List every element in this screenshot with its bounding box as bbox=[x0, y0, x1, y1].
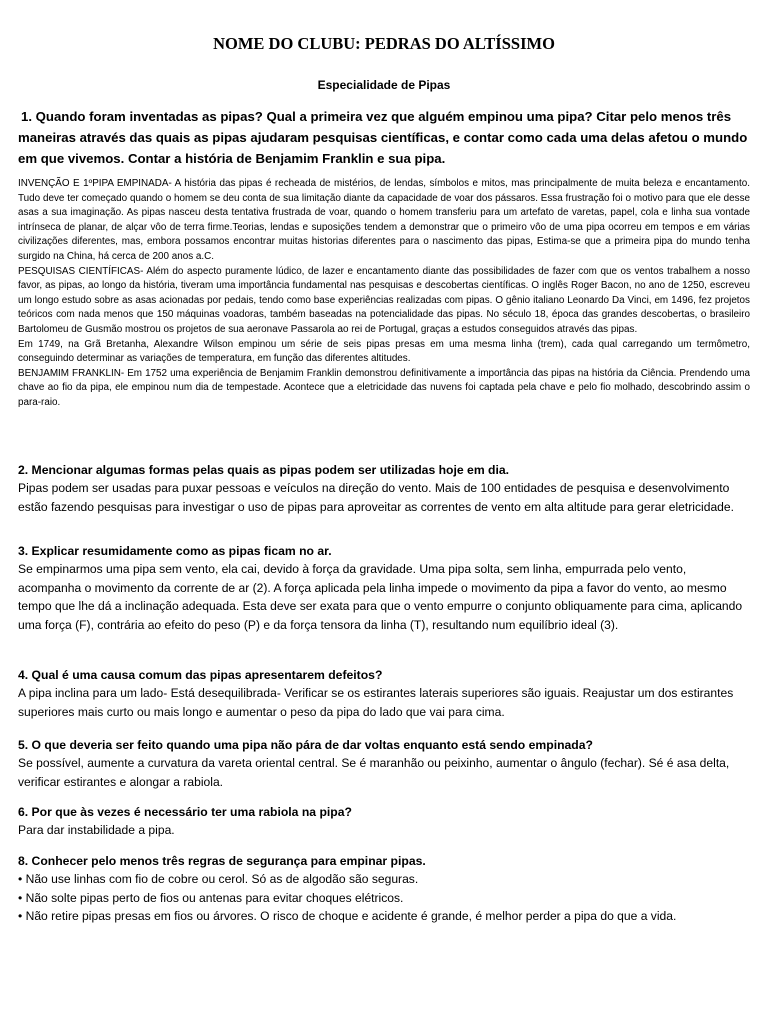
club-title: NOME DO CLUBU: PEDRAS DO ALTÍSSIMO bbox=[213, 34, 555, 53]
safety-rule-item: • Não retire pipas presas em fios ou árvores. O risco de choque e acidente é grande, é melhor perder a pipa do que a vida. bbox=[18, 909, 677, 923]
answer-1 bbox=[18, 177, 750, 411]
section-question-5 bbox=[18, 737, 750, 791]
answer-5: Se possível, aumente a curvatura da vareta oriental central. Se é maranhão ou peixinho, aumentar o ângulo (fechar). Sé é asa delta, verificar estirantes e alongar a rabiola. bbox=[18, 756, 730, 789]
answer-6: Para dar instabilidade a pipa. bbox=[18, 823, 175, 837]
answer-3: Se empinarmos uma pipa sem vento, ela cai, devido à força da gravidade. Uma pipa solta, sem linha, empurrada pelo vento, acompanha o movimento da corrente de ar (2). A força aplicada pela linha impede o movimento da pipa a favor do vento, ao mesmo tempo que lhe dá a inclinação adequada. Esta deve ser exata para que o vento empurre o conjunto obliquamente para cima, aplicando uma força (F), contrária ao efeito do peso (P) e da força tensora da linha (T), resultando num equilíbrio ideal (3). bbox=[18, 562, 743, 632]
answer-1-paragraph-invention: INVENÇÃO E 1ºPIPA EMPINADA- A história das pipas é recheada de mistérios, de lendas, símbolos e mitos, mas principalmente de muita beleza e encantamento. Tudo deve ter começado quando o homem se deu conta de sua limitação diante da capacidade de voar dos pássaros. Essa frustração foi o motivo para que ele desse asas a sua imaginação. As pipas nasceu desta tentativa frustrada de voar, quando o homem transferiu para um artefato de varetas, papel, cola e linha sua vontade intrínseca de planar, de alçar vôo de terra firme.Teorias, lendas e suposições tendem a demonstrar que o primeiro vôo de uma pipa ocorreu em tempos e em várias civilizações diferentes, mas, embora possamos encontrar muitas historias diferentes para o nascimento das pipas, Estima-se que a primeira pipa do mundo tenha surgido na China, há cerca de 200 anos a.C. bbox=[18, 178, 750, 262]
safety-rule-item: • Não solte pipas perto de fios ou antenas para evitar choques elétricos. bbox=[18, 890, 404, 905]
section-question-4 bbox=[18, 667, 750, 721]
answer-1-paragraph-franklin: BENJAMIM FRANKLIN- Em 1752 uma experiência de Benjamim Franklin demonstrou definitivamente a importância das pipas na história da Ciência. Prendendo uma chave ao fio da pipa, ele empinou num dia de tempestade. Acontece que a eletricidade das nuvens foi captada pela chave e pelo fio molhado, descobrindo assim o para-raio. bbox=[18, 367, 750, 408]
question-2: 2. Mencionar algumas formas pelas quais as pipas podem ser utilizadas hoje em dia. bbox=[18, 463, 510, 477]
section-question-2 bbox=[18, 462, 750, 516]
question-4: 4. Qual é uma causa comum das pipas apresentarem defeitos? bbox=[18, 668, 383, 682]
answer-1-paragraph-research: PESQUISAS CIENTÍFICAS- Além do aspecto puramente lúdico, de lazer e encantamento diante das possibilidades de fazer com que os ventos trabalhem a nosso favor, as pipas, ao longo da história, tiveram uma importância fundamental nas pesquisas e descobertas científicas. O inglês Roger Bacon, no ano de 1250, escreveu um longo estudo sobre as asas acionadas por pedais, tendo como base experiências realizadas com pipas. O gênio italiano Leonardo Da Vinci, em 1496, fez projetos teóricos com nada menos que 150 máquinas voadoras, também baseadas na potencialidade das pipas. No século 18, época das grandes descobertas, o brasileiro Bartolomeu de Gusmão mostrou os projetos de sua aeronave Passarola ao rei de Portugal, graças a estudos conseguidos através das pipas. bbox=[18, 265, 750, 335]
answer-1-paragraph-wilson: Em 1749, na Grã Bretanha, Alexandre Wilson empinou um série de seis pipas presas em uma mesma linha (trem), cada qual carregando um termômetro, conseguindo determinar as variações de temperatura, em função das diferentes altitudes. bbox=[18, 338, 750, 365]
question-8: 8. Conhecer pelo menos três regras de segurança para empinar pipas. bbox=[18, 854, 426, 868]
section-question-3 bbox=[18, 543, 750, 634]
answer-4: A pipa inclina para um lado- Está desequilibrada- Verificar se os estirantes laterais superiores são iguais. Reajustar um dos estirantes superiores mais curto ou mais longo e aumentar o peso da pipa do lado que vai para cima. bbox=[18, 686, 734, 719]
question-5: 5. O que deveria ser feito quando uma pipa não pára de dar voltas enquanto está sendo empinada? bbox=[18, 738, 593, 752]
question-6: 6. Por que às vezes é necessário ter uma rabiola na pipa? bbox=[18, 805, 352, 819]
question-3: 3. Explicar resumidamente como as pipas ficam no ar. bbox=[18, 544, 332, 558]
answer-2: Pipas podem ser usadas para puxar pessoas e veículos na direção do vento. Mais de 100 entidades de pesquisa e desenvolvimento estão fazendo pesquisas para investigar o uso de pipas para aproveitar as correntes de vento em alta altitude para gerar eletricidade. bbox=[18, 481, 734, 514]
section-question-6 bbox=[18, 804, 750, 840]
safety-rule-item: • Não use linhas com fio de cobre ou cerol. Só as de algodão são seguras. bbox=[18, 872, 419, 886]
section-question-8 bbox=[18, 853, 750, 926]
specialty-subtitle: Especialidade de Pipas bbox=[317, 78, 451, 92]
question-1: 1. Quando foram inventadas as pipas? Qual a primeira vez que alguém empinou uma pipa? Citar pelo menos três maneiras através das quais as pipas ajudaram pesquisas científicas, e contar como cada uma delas afetou o mundo em que vivemos. Contar a história de Benjamim Franklin e sua pipa. bbox=[18, 109, 748, 166]
